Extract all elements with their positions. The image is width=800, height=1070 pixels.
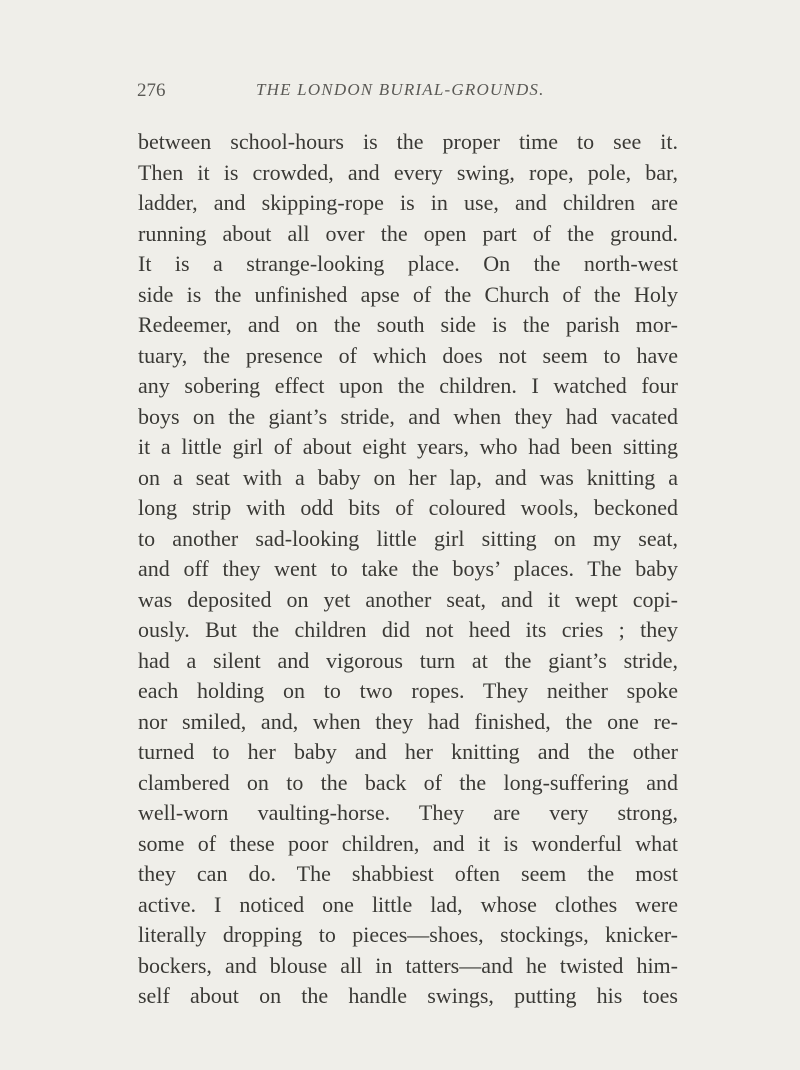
text-line: some of these poor children, and it is wonderful what	[138, 830, 678, 856]
text-line: they can do. The shabbiest often seem the most	[138, 861, 678, 886]
body-text	[138, 127, 678, 1012]
text-line: Then it is crowded, and every swing, rope, pole, bar,	[138, 159, 678, 185]
text-line: between school-hours is the proper time to see it.	[138, 129, 678, 154]
text-line: running about all over the open part of the ground.	[138, 220, 678, 246]
text-line: turned to her baby and her knitting and the other	[138, 739, 678, 764]
running-head	[137, 78, 697, 108]
text-line: tuary, the presence of which does not seem to have	[138, 342, 678, 368]
text-line: Redeemer, and on the south side is the parish mor-	[138, 312, 678, 337]
running-title: THE LONDON BURIAL-GROUNDS.	[256, 80, 545, 99]
text-line: long strip with odd bits of coloured wools, beckoned	[138, 495, 678, 520]
text-line: and off they went to take the boys’ places. The baby	[138, 556, 678, 581]
text-line: nor smiled, and, when they had finished, the one re-	[138, 708, 678, 734]
text-line: well-worn vaulting-horse. They are very strong,	[138, 800, 678, 825]
text-line: each holding on to two ropes. They neither spoke	[138, 678, 678, 703]
text-line: had a silent and vigorous turn at the giant’s stride,	[138, 647, 678, 673]
text-line: bockers, and blouse all in tatters—and he twisted him-	[138, 952, 678, 978]
text-line: ously. But the children did not heed its cries ; they	[138, 617, 678, 642]
text-line: side is the unfinished apse of the Church of the Holy	[138, 281, 678, 307]
text-line: it a little girl of about eight years, who had been sitting	[138, 434, 678, 459]
page-number: 276	[137, 80, 166, 101]
text-line: ladder, and skipping-rope is in use, and children are	[138, 190, 678, 215]
text-line: It is a strange-looking place. On the north-west	[138, 251, 678, 276]
text-line: self about on the handle swings, putting his toes	[138, 983, 678, 1008]
text-line: active. I noticed one little lad, whose clothes were	[138, 891, 678, 917]
text-line: to another sad-looking little girl sitting on my seat,	[138, 525, 678, 551]
text-line: clambered on to the back of the long-suffering and	[138, 769, 678, 795]
text-line: on a seat with a baby on her lap, and was knitting a	[138, 464, 678, 490]
text-line: was deposited on yet another seat, and it wept copi-	[138, 586, 678, 612]
text-line: any sobering effect upon the children. I watched four	[138, 373, 678, 398]
text-line: literally dropping to pieces—shoes, stockings, knicker-	[138, 922, 678, 947]
text-line: boys on the giant’s stride, and when they had vacated	[138, 403, 678, 429]
